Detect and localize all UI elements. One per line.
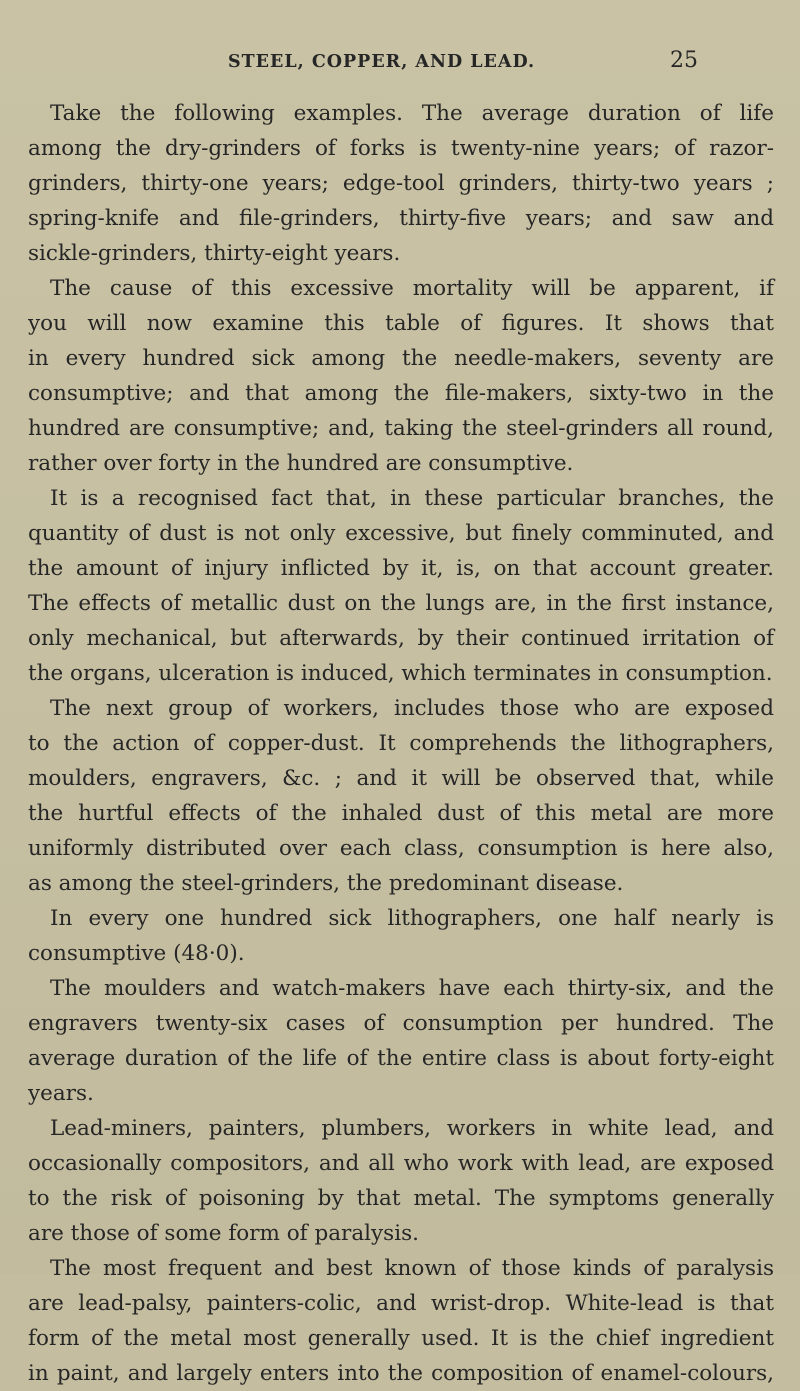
text-line: the hurtful effects of the inhaled dust of this metal are more [28, 801, 774, 826]
text-line: hundred are consumptive; and, taking the steel-grinders all round, [28, 416, 774, 441]
text-line: quantity of dust is not only excessive, but finely comminuted, and [28, 521, 774, 546]
text-line: It is a recognised fact that, in these particular branches, the [50, 486, 774, 511]
text-line: Lead-miners, painters, plumbers, workers in white lead, and [50, 1116, 774, 1141]
text-line: you will now examine this table of figures. It shows that [28, 311, 774, 336]
text-line: only mechanical, but afterwards, by their continued irritation of [28, 626, 774, 651]
text-line: consumptive; and that among the file-makers, sixty-two in the [28, 381, 774, 406]
text-line: form of the metal most generally used. It is the chief ingredient [28, 1326, 774, 1351]
text-line: in every hundred sick among the needle-makers, seventy are [28, 346, 774, 371]
text-line: The most frequent and best known of those kinds of paralysis [50, 1256, 774, 1281]
text-line: average duration of the life of the entire class is about forty-eight [28, 1046, 774, 1071]
page-header [228, 48, 698, 82]
text-line: uniformly distributed over each class, consumption is here also, [28, 836, 774, 861]
text-line: spring-knife and file-grinders, thirty-five years; and saw and [28, 206, 774, 231]
text-line: are those of some form of paralysis. [28, 1221, 419, 1246]
body-text [28, 96, 774, 1391]
text-line: to the action of copper-dust. It comprehends the lithographers, [28, 731, 774, 756]
text-line: consumptive (48·0). [28, 941, 245, 966]
text-line: The next group of workers, includes those who are exposed [50, 696, 774, 721]
text-line: years. [28, 1081, 94, 1106]
text-line: The moulders and watch-makers have each thirty-six, and the [50, 976, 774, 1001]
text-line: occasionally compositors, and all who work with lead, are exposed [28, 1151, 774, 1176]
running-title: STEEL, COPPER, AND LEAD. [228, 52, 536, 72]
text-line: rather over forty in the hundred are consumptive. [28, 451, 574, 476]
text-line: In every one hundred sick lithographers, one half nearly is [50, 906, 774, 931]
page-number: 25 [670, 48, 698, 73]
text-line: sickle-grinders, thirty-eight years. [28, 241, 401, 266]
text-line: The effects of metallic dust on the lungs are, in the first instance, [28, 591, 774, 616]
text-line: engravers twenty-six cases of consumption per hundred. The [28, 1011, 774, 1036]
text-line: are lead-palsy, painters-colic, and wrist-drop. White-lead is that [28, 1291, 774, 1316]
text-line: as among the steel-grinders, the predominant disease. [28, 871, 624, 896]
text-line: The cause of this excessive mortality will be apparent, if [50, 276, 774, 301]
text-line: among the dry-grinders of forks is twenty-nine years; of razor- [28, 136, 774, 161]
text-line: moulders, engravers, &c. ; and it will be observed that, while [28, 766, 774, 791]
text-line: the organs, ulceration is induced, which terminates in consumption. [28, 661, 773, 686]
text-line: grinders, thirty-one years; edge-tool grinders, thirty-two years ; [28, 171, 774, 196]
text-line: the amount of injury inflicted by it, is, on that account greater. [28, 556, 774, 581]
text-line: to the risk of poisoning by that metal. The symptoms generally [28, 1186, 774, 1211]
text-line: in paint, and largely enters into the composition of enamel-colours, [28, 1361, 774, 1386]
text-line: Take the following examples. The average duration of life [50, 101, 774, 126]
